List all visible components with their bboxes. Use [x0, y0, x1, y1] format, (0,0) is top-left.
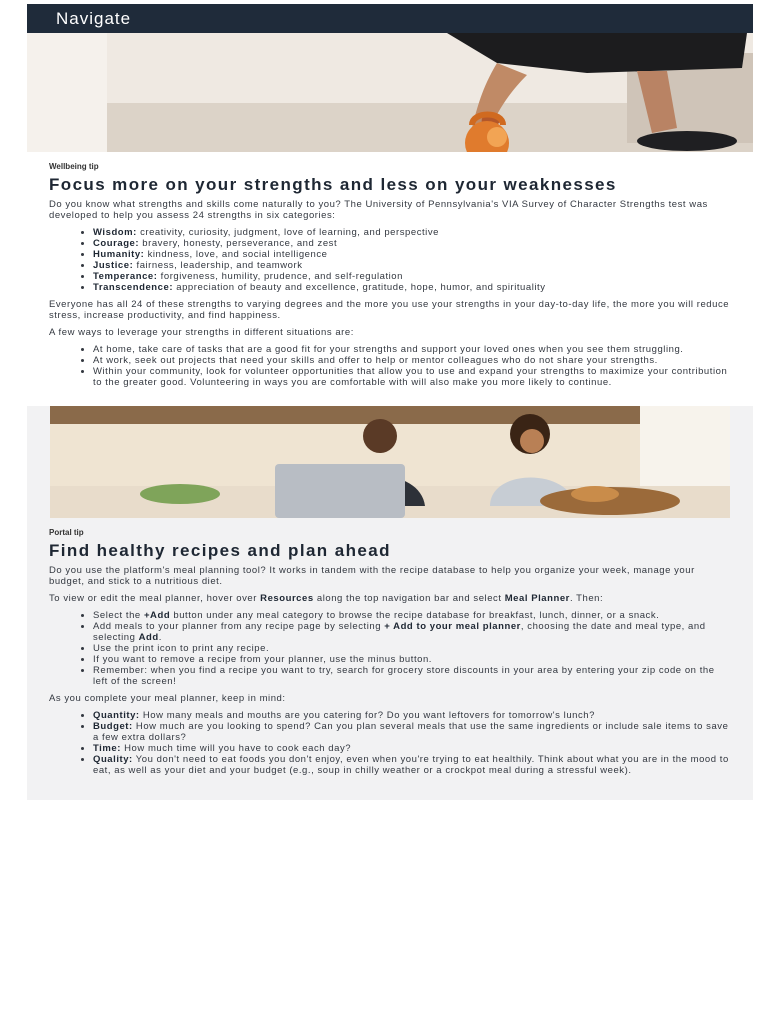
body-paragraph: To view or edit the meal planner, hover over Resources along the top navigation bar and select Meal Planner. Then: — [49, 593, 604, 604]
list-item: • Transcendence: appreciation of beauty and excellence, gratitude, hope, humor, and spirituality — [93, 282, 731, 293]
list-item: • Quality: You don't need to eat foods you don't enjoy, even when you're trying to eat healthily. Think about what you are in the mood to eat, as well as your diet and your budget (e.g., soup in chilly weather or a crockpot meal during a stressful week). — [93, 754, 731, 776]
body-paragraph: As you complete your meal planner, keep in mind: — [49, 693, 286, 704]
newsletter-page — [27, 4, 753, 800]
intro-paragraph: Do you know what strengths and skills come naturally to you? The University of Pennsylvania's VIA Survey of Character Strengths test was developed to help you assess 24 strengths in six categories: — [49, 199, 708, 221]
section-eyebrow: Portal tip — [49, 528, 84, 537]
couple-laptop-illustration — [50, 406, 730, 518]
section-title: Focus more on your strengths and less on your weaknesses — [49, 175, 617, 194]
kettlebell-workout-illustration — [27, 33, 753, 152]
list-item: • Wisdom: creativity, curiosity, judgment, love of learning, and perspective — [93, 227, 731, 238]
list-item: • Humanity: kindness, love, and social intelligence — [93, 249, 731, 260]
list-item: • Courage: bravery, honesty, perseverance, and zest — [93, 238, 731, 249]
meal-planner-considerations-list — [49, 710, 731, 776]
couple-laptop-photo — [50, 406, 730, 518]
wellbeing-tip-section — [27, 152, 753, 388]
strength-ways-list — [49, 344, 731, 388]
kettlebell-workout-photo — [27, 33, 753, 152]
list-item: • Use the print icon to print any recipe. — [93, 643, 731, 654]
intro-paragraph: Do you use the platform's meal planning tool? It works in tandem with the recipe database to help you organize your week, manage your budget, and stick to a nutritious diet. — [49, 565, 695, 587]
meal-planner-steps-list — [49, 610, 731, 687]
list-item: • Quantity: How many meals and mouths are you catering for? Do you want leftovers for tomorrow's lunch? — [93, 710, 731, 721]
list-item: • Add meals to your planner from any recipe page by selecting + Add to your meal planner, choosing the date and meal type, and selecting Add. — [93, 621, 731, 643]
list-item: • Select the +Add button under any meal category to browse the recipe database for breakfast, lunch, dinner, or a snack. — [93, 610, 731, 621]
header-title: Navigate — [56, 8, 132, 28]
list-item: • Within your community, look for volunteer opportunities that allow you to use and expand your strengths to maximize your contribution to the greater good. Volunteering in ways you are comfortable with will also make you more likely to continue. — [93, 366, 731, 388]
section-eyebrow: Wellbeing tip — [49, 162, 99, 171]
list-item: • At home, take care of tasks that are a good fit for your strengths and support your loved ones when you see them struggling. — [93, 344, 731, 355]
header-bar — [27, 4, 753, 33]
portal-tip-content — [27, 518, 753, 776]
list-item: • Justice: fairness, leadership, and teamwork — [93, 260, 731, 271]
list-item: • Temperance: forgiveness, humility, prudence, and self-regulation — [93, 271, 731, 282]
section-title: Find healthy recipes and plan ahead — [49, 541, 391, 560]
list-item: • If you want to remove a recipe from your planner, use the minus button. — [93, 654, 731, 665]
body-paragraph: Everyone has all 24 of these strengths to varying degrees and the more you use your strengths in your day-to-day life, the more you will reduce stress, increase productivity, and find happiness. — [49, 299, 730, 321]
strength-categories-list — [49, 227, 731, 293]
list-item: • Budget: How much are you looking to spend? Can you plan several meals that use the same ingredients or include sale items to save a few extra dollars? — [93, 721, 731, 743]
body-paragraph: A few ways to leverage your strengths in different situations are: — [49, 327, 354, 338]
portal-tip-section — [27, 406, 753, 800]
list-item: • At work, seek out projects that need your skills and offer to help or mentor colleagues who do not share your strengths. — [93, 355, 731, 366]
list-item: • Time: How much time will you have to cook each day? — [93, 743, 731, 754]
list-item: • Remember: when you find a recipe you want to try, search for grocery store discounts in your area by entering your zip code on the left of the screen! — [93, 665, 731, 687]
